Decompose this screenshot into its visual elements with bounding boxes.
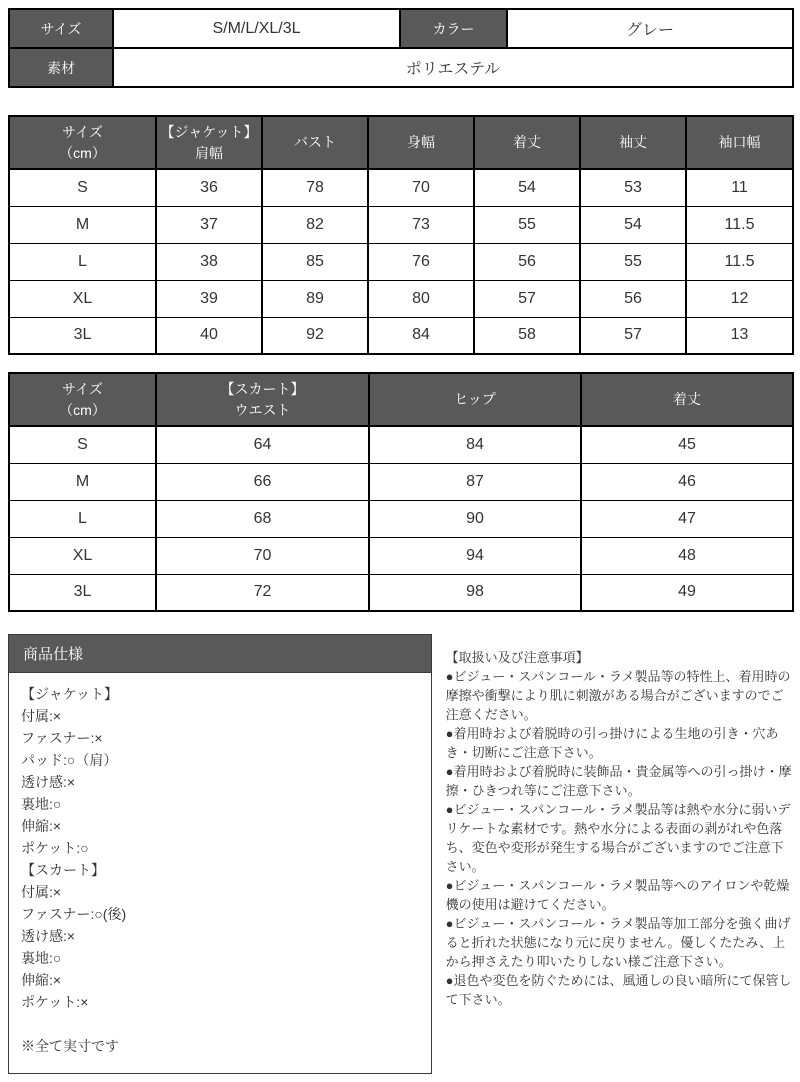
skirt-row-3l	[9, 574, 793, 611]
measurement-cell: 39	[156, 280, 262, 317]
measurement-cell: 58	[474, 317, 580, 354]
measurement-cell: 55	[474, 206, 580, 243]
measurement-cell: 47	[581, 500, 793, 537]
jacket-size-header-line2: （cm）	[59, 144, 106, 161]
jacket-header-row	[9, 116, 793, 169]
spec-line: 【スカート】	[21, 862, 105, 878]
spec-line: 【ジャケット】	[21, 686, 119, 702]
measurement-cell: 68	[156, 500, 369, 537]
spec-box-body	[9, 673, 431, 1073]
size-label-cell: S	[9, 169, 156, 206]
spec-line: 裏地:○	[21, 950, 62, 966]
measurement-cell: 56	[580, 280, 686, 317]
jacket-bust-header: バスト	[262, 116, 368, 169]
spec-line: 伸縮:×	[21, 972, 62, 988]
handling-note-item: ●ビジュー・スパンコール・ラメ製品等の特性上、着用時の摩擦や衝撃により肌に刺激がある場合がございますのでご注意ください。	[445, 669, 791, 722]
measurement-cell: 84	[368, 317, 474, 354]
measurement-cell: 37	[156, 206, 262, 243]
skirt-header-row	[9, 373, 793, 426]
measurement-cell: 54	[474, 169, 580, 206]
measurement-cell: 11	[686, 169, 793, 206]
spec-line: ポケット:×	[21, 994, 89, 1010]
measurement-cell: 64	[156, 426, 369, 463]
spec-line: 透け感:×	[21, 928, 76, 944]
handling-note-item: ●着用時および着脱時の引っ掛けによる生地の引き・穴あき・切断にご注意下さい。	[445, 726, 779, 760]
handling-note-item: ●ビジュー・スパンコール・ラメ製品等加工部分を強く曲げると折れた状態になり元に戻りません。優しくたたみ、上から押さえたり叩いたりしない様ご注意下さい。	[445, 916, 791, 969]
jacket-length-header: 着丈	[474, 116, 580, 169]
measurement-cell: 48	[581, 537, 793, 574]
measurement-cell: 36	[156, 169, 262, 206]
measurement-cell: 76	[368, 243, 474, 280]
jacket-part-header-line2: 肩幅	[195, 144, 223, 161]
skirt-row-xl	[9, 537, 793, 574]
jacket-row-3l	[9, 317, 793, 354]
measurement-cell: 72	[156, 574, 369, 611]
size-label-cell: 3L	[9, 317, 156, 354]
measurement-cell: 11.5	[686, 243, 793, 280]
measurement-cell: 66	[156, 463, 369, 500]
spec-line: 透け感:×	[21, 774, 76, 790]
spec-line: 付属:×	[21, 708, 62, 724]
measurement-cell: 57	[580, 317, 686, 354]
measurement-cell: 56	[474, 243, 580, 280]
measurement-cell: 70	[368, 169, 474, 206]
measurement-cell: 89	[262, 280, 368, 317]
handling-note-item: ●ビジュー・スパンコール・ラメ製品等へのアイロンや乾燥機の使用は避けてください。	[445, 878, 790, 912]
jacket-size-header-line1: サイズ	[62, 123, 103, 140]
skirt-size-unit-header	[9, 373, 156, 426]
skirt-size-table	[8, 372, 794, 612]
size-label-cell: M	[9, 463, 156, 500]
handling-note-item: ●退色や変色を防ぐためには、風通しの良い暗所にて保管して下さい。	[445, 973, 792, 1007]
skirt-length-header: 着丈	[581, 373, 793, 426]
spec-line: 伸縮:×	[21, 818, 62, 834]
size-label-cell: S	[9, 426, 156, 463]
skirt-row-s	[9, 426, 793, 463]
spec-line: 裏地:○	[21, 796, 62, 812]
skirt-size-header-line2: （cm）	[59, 401, 106, 418]
measurement-cell: 98	[369, 574, 581, 611]
product-info-table	[8, 8, 794, 88]
measurement-cell: 82	[262, 206, 368, 243]
measurement-cell: 38	[156, 243, 262, 280]
jacket-part-header-line1: 【ジャケット】	[160, 123, 258, 140]
info-row-size-color	[9, 9, 793, 48]
spec-line: 付属:×	[21, 884, 62, 900]
spec-line: ファスナー:○(後)	[21, 906, 127, 922]
measurement-cell: 94	[369, 537, 581, 574]
measurement-cell: 90	[369, 500, 581, 537]
size-label-cell: XL	[9, 280, 156, 317]
spec-line: パッド:○（肩）	[21, 752, 118, 768]
skirt-part-header-line2: ウエスト	[234, 401, 291, 418]
skirt-hip-header: ヒップ	[369, 373, 581, 426]
jacket-row-m	[9, 206, 793, 243]
color-label-cell: カラー	[400, 9, 507, 48]
jacket-width-header: 身幅	[368, 116, 474, 169]
measurement-cell: 11.5	[686, 206, 793, 243]
handling-note-item: ●着用時および着脱時に装飾品・貴金属等への引っ掛け・摩擦・ひきつれ等にご注意下さい。	[445, 764, 792, 798]
size-label-cell: サイズ	[9, 9, 113, 48]
measurement-cell: 84	[369, 426, 581, 463]
product-spec-box	[8, 634, 432, 1074]
skirt-waist-header	[156, 373, 369, 426]
measurement-cell: 57	[474, 280, 580, 317]
size-label-cell: M	[9, 206, 156, 243]
bottom-section	[8, 634, 792, 1074]
spec-footnote: ※全て実寸です	[21, 1038, 119, 1054]
size-value-cell: S/M/L/XL/3L	[113, 9, 400, 48]
measurement-cell: 12	[686, 280, 793, 317]
size-label-cell: L	[9, 500, 156, 537]
measurement-cell: 55	[580, 243, 686, 280]
measurement-cell: 13	[686, 317, 793, 354]
jacket-row-l	[9, 243, 793, 280]
measurement-cell: 78	[262, 169, 368, 206]
measurement-cell: 53	[580, 169, 686, 206]
measurement-cell: 92	[262, 317, 368, 354]
jacket-shoulder-header	[156, 116, 262, 169]
jacket-cuff-header: 袖口幅	[686, 116, 793, 169]
handling-note-item: ●ビジュー・スパンコール・ラメ製品等は熱や水分に弱いデリケートな素材です。熱や水分による表面の剥がれや色落ち、変色や変形が発生する場合がございますのでご注意下さい。	[445, 802, 791, 874]
spec-line: ファスナー:×	[21, 730, 103, 746]
handling-notes-title: 【取扱い及び注意事項】	[445, 650, 589, 665]
handling-notes	[446, 634, 792, 1009]
jacket-row-s	[9, 169, 793, 206]
spec-line: ポケット:○	[21, 840, 89, 856]
measurement-cell: 46	[581, 463, 793, 500]
measurement-cell: 49	[581, 574, 793, 611]
measurement-cell: 85	[262, 243, 368, 280]
skirt-part-header-line1: 【スカート】	[220, 380, 305, 397]
material-value-cell: ポリエステル	[113, 48, 793, 87]
skirt-row-m	[9, 463, 793, 500]
jacket-sleeve-header: 袖丈	[580, 116, 686, 169]
measurement-cell: 73	[368, 206, 474, 243]
jacket-row-xl	[9, 280, 793, 317]
jacket-size-table	[8, 115, 794, 355]
skirt-size-header-line1: サイズ	[62, 380, 103, 397]
measurement-cell: 87	[369, 463, 581, 500]
info-row-material	[9, 48, 793, 87]
jacket-size-unit-header	[9, 116, 156, 169]
skirt-row-l	[9, 500, 793, 537]
size-label-cell: 3L	[9, 574, 156, 611]
measurement-cell: 54	[580, 206, 686, 243]
measurement-cell: 80	[368, 280, 474, 317]
color-value-cell: グレー	[507, 9, 793, 48]
size-label-cell: L	[9, 243, 156, 280]
size-label-cell: XL	[9, 537, 156, 574]
spec-box-title: 商品仕様	[9, 635, 431, 673]
measurement-cell: 45	[581, 426, 793, 463]
material-label-cell: 素材	[9, 48, 113, 87]
measurement-cell: 40	[156, 317, 262, 354]
measurement-cell: 70	[156, 537, 369, 574]
